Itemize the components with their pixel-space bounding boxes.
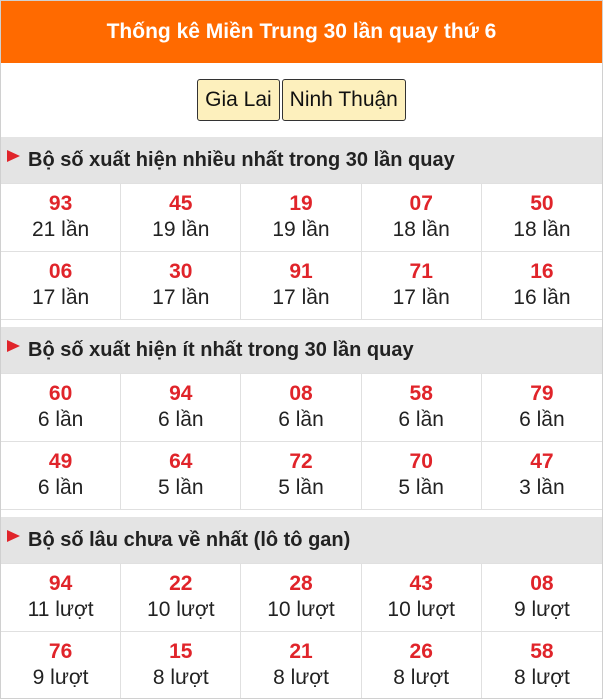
occurrence-count: 6 lần bbox=[398, 408, 444, 431]
occurrence-count: 6 lần bbox=[158, 408, 204, 431]
occurrence-count: 8 lượt bbox=[393, 666, 450, 689]
number-grid bbox=[1, 563, 602, 699]
province-tabs bbox=[1, 63, 602, 137]
number-cell bbox=[362, 374, 482, 442]
occurrence-count: 5 lần bbox=[278, 476, 324, 499]
occurrence-count: 17 lần bbox=[31, 286, 90, 309]
lottery-number: 08 bbox=[289, 382, 313, 405]
number-cell bbox=[241, 564, 361, 632]
page-title: Thống kê Miền Trung 30 lần quay thứ 6 bbox=[1, 1, 602, 63]
occurrence-count: 10 lượt bbox=[387, 598, 455, 621]
lottery-number: 70 bbox=[409, 450, 433, 473]
occurrence-count: 6 lần bbox=[37, 476, 84, 499]
number-cell bbox=[482, 564, 602, 632]
occurrence-count: 17 lần bbox=[392, 286, 450, 309]
number-cell bbox=[241, 442, 361, 510]
section-title bbox=[1, 137, 602, 183]
section-gan bbox=[1, 517, 602, 699]
section-title-text: Bộ số xuất hiện nhiều nhất trong 30 lần quay bbox=[28, 148, 455, 171]
occurrence-count: 3 lần bbox=[519, 476, 565, 499]
occurrence-count: 17 lần bbox=[272, 286, 330, 309]
number-grid bbox=[1, 183, 602, 320]
occurrence-count: 5 lần bbox=[398, 476, 444, 499]
occurrence-count: 18 lần bbox=[513, 218, 571, 241]
lottery-number: 60 bbox=[48, 382, 73, 405]
lottery-number: 07 bbox=[409, 192, 433, 215]
tab-ninh-thuan[interactable]: Ninh Thuận bbox=[282, 79, 406, 121]
occurrence-count: 11 lượt bbox=[27, 598, 94, 621]
section-most-frequent bbox=[1, 137, 602, 320]
lottery-number: 47 bbox=[530, 450, 554, 473]
lottery-number: 72 bbox=[289, 450, 313, 473]
number-cell bbox=[121, 442, 241, 510]
lottery-number: 94 bbox=[48, 572, 73, 595]
lottery-number: 50 bbox=[530, 192, 554, 215]
number-cell bbox=[1, 252, 121, 320]
number-cell bbox=[241, 632, 361, 699]
lottery-number: 71 bbox=[409, 260, 433, 283]
section-least-frequent bbox=[1, 327, 602, 510]
lottery-number: 26 bbox=[409, 640, 433, 663]
occurrence-count: 8 lượt bbox=[152, 666, 209, 689]
occurrence-count: 16 lần bbox=[513, 286, 571, 309]
number-cell bbox=[1, 632, 121, 699]
number-cell bbox=[482, 374, 602, 442]
lottery-number: 64 bbox=[169, 450, 193, 473]
number-cell bbox=[1, 442, 121, 510]
lottery-number: 91 bbox=[289, 260, 313, 283]
number-cell bbox=[362, 184, 482, 252]
lottery-number: 43 bbox=[409, 572, 433, 595]
occurrence-count: 9 lượt bbox=[513, 598, 570, 621]
lottery-number: 58 bbox=[409, 382, 433, 405]
number-cell bbox=[121, 374, 241, 442]
tab-gia-lai[interactable]: Gia Lai bbox=[197, 79, 280, 121]
number-grid bbox=[1, 373, 602, 510]
lottery-number: 45 bbox=[169, 192, 193, 215]
number-cell bbox=[121, 252, 241, 320]
lottery-number: 19 bbox=[289, 192, 313, 215]
occurrence-count: 10 lượt bbox=[147, 598, 215, 621]
number-cell bbox=[482, 442, 602, 510]
section-title bbox=[1, 327, 602, 373]
occurrence-count: 17 lần bbox=[152, 286, 210, 309]
lottery-number: 08 bbox=[530, 572, 554, 595]
occurrence-count: 6 lần bbox=[278, 408, 324, 431]
occurrence-count: 19 lần bbox=[272, 218, 330, 241]
number-cell bbox=[362, 442, 482, 510]
number-cell bbox=[1, 564, 121, 632]
lottery-number: 49 bbox=[48, 450, 73, 473]
occurrence-count: 5 lần bbox=[158, 476, 204, 499]
number-cell bbox=[121, 184, 241, 252]
number-cell bbox=[362, 564, 482, 632]
number-cell bbox=[362, 632, 482, 699]
occurrence-count: 8 lượt bbox=[273, 666, 329, 689]
lottery-number: 21 bbox=[289, 640, 313, 663]
section-title bbox=[1, 517, 602, 563]
occurrence-count: 9 lượt bbox=[32, 666, 89, 689]
lottery-number: 30 bbox=[169, 260, 193, 283]
number-cell bbox=[241, 374, 361, 442]
number-cell bbox=[482, 632, 602, 699]
lottery-number: 22 bbox=[169, 572, 193, 595]
lottery-number: 15 bbox=[169, 640, 193, 663]
lottery-number: 76 bbox=[48, 640, 73, 663]
arrow-right-icon bbox=[7, 530, 20, 542]
occurrence-count: 10 lượt bbox=[267, 598, 335, 621]
number-cell bbox=[482, 252, 602, 320]
lottery-number: 16 bbox=[530, 260, 554, 283]
occurrence-count: 18 lần bbox=[392, 218, 450, 241]
occurrence-count: 19 lần bbox=[152, 218, 210, 241]
number-cell bbox=[1, 374, 121, 442]
lottery-number: 06 bbox=[48, 260, 73, 283]
number-cell bbox=[121, 632, 241, 699]
lottery-number: 93 bbox=[48, 192, 73, 215]
arrow-right-icon bbox=[7, 150, 20, 162]
number-cell bbox=[482, 184, 602, 252]
number-cell bbox=[241, 252, 361, 320]
section-title-text: Bộ số lâu chưa về nhất (lô tô gan) bbox=[28, 528, 351, 551]
lottery-number: 79 bbox=[530, 382, 554, 405]
arrow-right-icon bbox=[7, 340, 20, 352]
number-cell bbox=[1, 184, 121, 252]
section-title-text: Bộ số xuất hiện ít nhất trong 30 lần quay bbox=[28, 338, 414, 361]
number-cell bbox=[121, 564, 241, 632]
lottery-number: 58 bbox=[530, 640, 554, 663]
number-cell bbox=[241, 184, 361, 252]
lottery-number: 28 bbox=[289, 572, 313, 595]
number-cell bbox=[362, 252, 482, 320]
occurrence-count: 8 lượt bbox=[513, 666, 570, 689]
lottery-number: 94 bbox=[169, 382, 193, 405]
occurrence-count: 6 lần bbox=[37, 408, 84, 431]
occurrence-count: 6 lần bbox=[519, 408, 565, 431]
occurrence-count: 21 lần bbox=[31, 218, 90, 241]
